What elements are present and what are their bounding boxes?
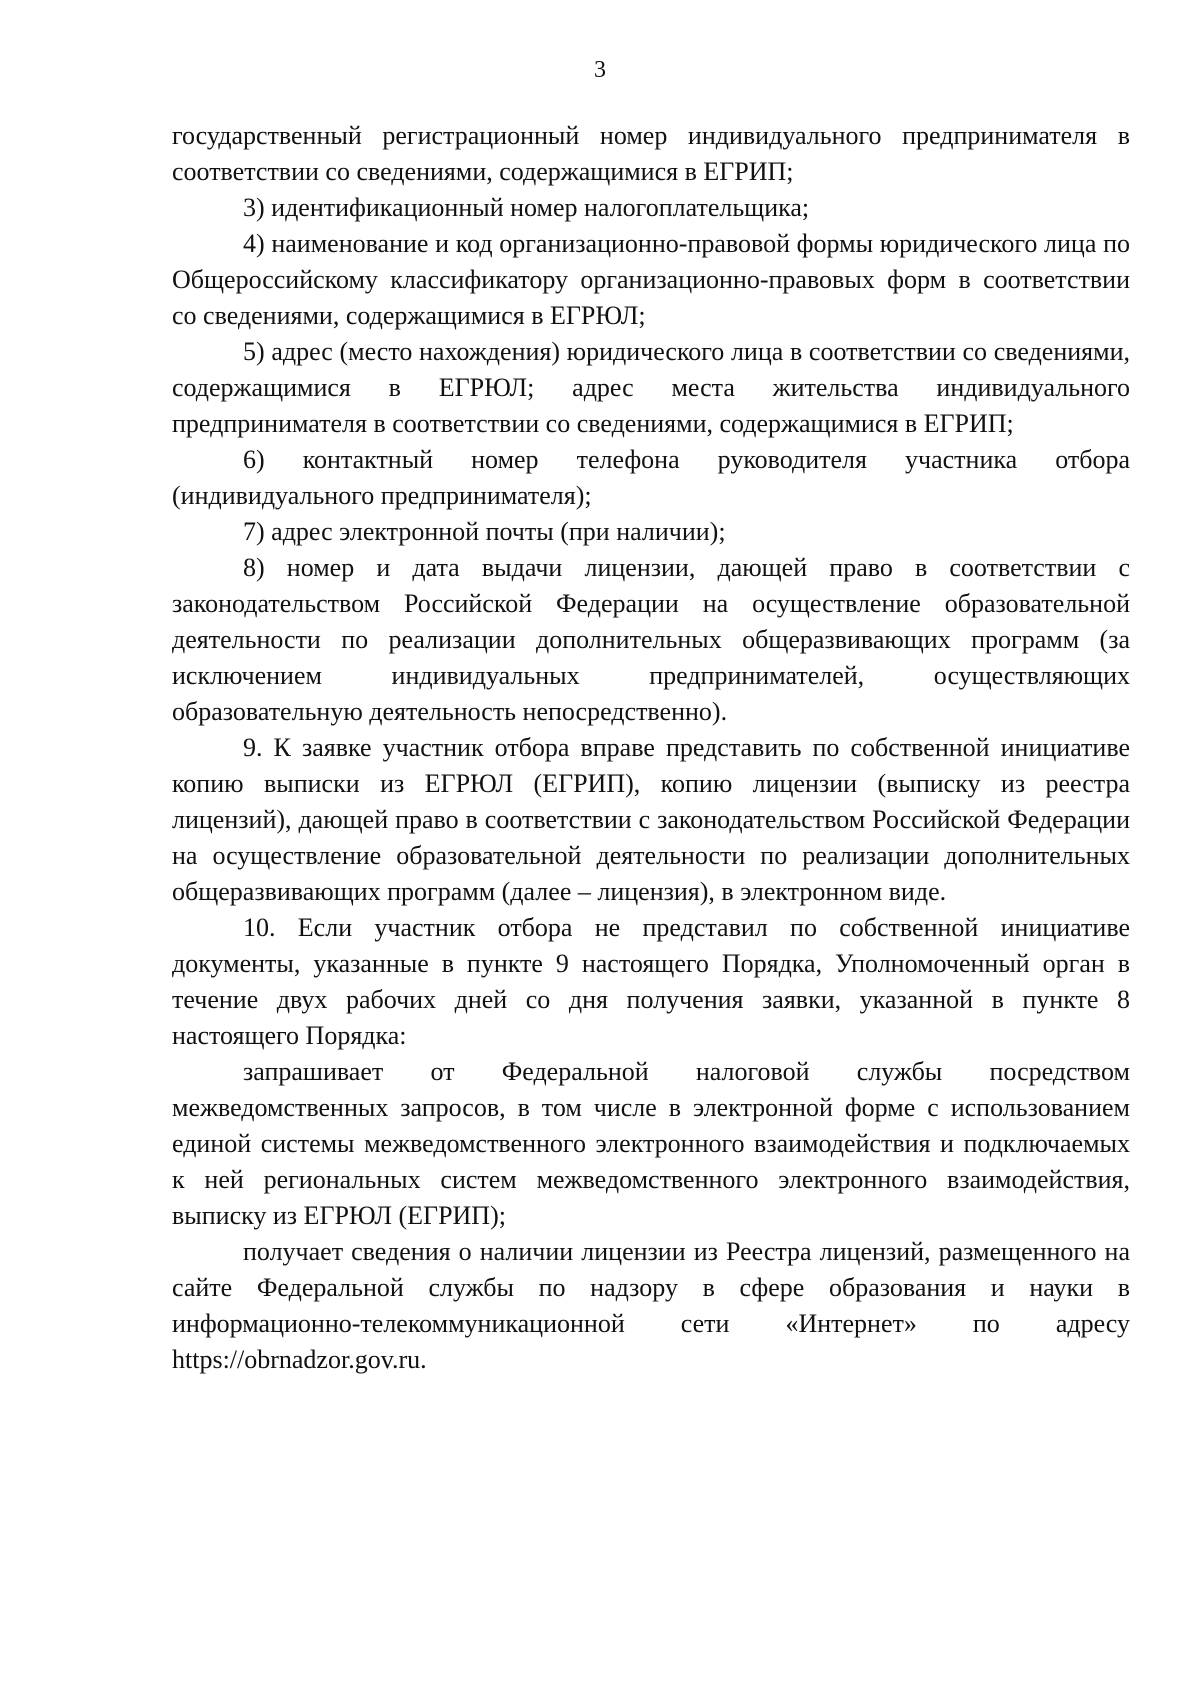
page-number: 3 xyxy=(594,57,606,83)
paragraph-item-4-opf: 4) наименование и код организационно-правовой формы юридического лица по Общероссийскому классификатору организационно-правовых форм в соответствии со сведениями, содержащимися в ЕГРЮЛ; xyxy=(172,229,1130,330)
paragraph-item-5-address: 5) адрес (место нахождения) юридического лица в соответствии со сведениями, содержащимися в ЕГРЮЛ; адрес места жительства индивидуального предпринимателя в соответствии со сведениями, содержащимися в ЕГРИП; xyxy=(172,337,1130,438)
paragraph-item-3-inn: 3) идентификационный номер налогоплательщика; xyxy=(243,193,810,222)
paragraph-9-optional-documents: 9. К заявке участник отбора вправе представить по собственной инициативе копию выписки из ЕГРЮЛ (ЕГРИП), копию лицензии (выписку из реестра лицензий), дающей право в соответствии с законодательством Российской Федерации на осуществление образовательной деятельности по реализации дополнительных общеразвивающих программ (далее – лицензия), в электронном виде. xyxy=(172,733,1130,906)
paragraph-item-8-license: 8) номер и дата выдачи лицензии, дающей право в соответствии с законодательством Российской Федерации на осуществление образовательной деятельности по реализации дополнительных общеразвивающих программ (за исключением индивидуальных предпринимателей, осуществляющих образовательную деятельность непосредственно). xyxy=(172,553,1130,726)
document-body xyxy=(172,118,1130,1378)
paragraph-ogrnip-continuation: государственный регистрационный номер индивидуального предпринимателя в соответствии со сведениями, содержащимися в ЕГРИП; xyxy=(172,121,1130,186)
paragraph-requests-extract: запрашивает от Федеральной налоговой службы посредством межведомственных запросов, в том числе в электронной форме с использованием единой системы межведомственного электронного взаимодействия и подключаемых к ней региональных систем межведомственного электронного взаимодействия, выписку из ЕГРЮЛ (ЕГРИП); xyxy=(172,1057,1130,1230)
paragraph-item-6-phone: 6) контактный номер телефона руководителя участника отбора (индивидуального предпринимателя); xyxy=(172,445,1130,510)
paragraph-item-7-email: 7) адрес электронной почты (при наличии); xyxy=(243,517,726,546)
paragraph-10-authority-actions: 10. Если участник отбора не представил по собственной инициативе документы, указанные в пункте 9 настоящего Порядка, Уполномоченный орган в течение двух рабочих дней со дня получения заявки, указанной в пункте 8 настоящего Порядка: xyxy=(172,913,1130,1050)
paragraph-license-registry: получает сведения о наличии лицензии из Реестра лицензий, размещенного на сайте Федеральной службы по надзору в сфере образования и науки в информационно-телекоммуникационной сети «Интернет» по адресу https://obrnadzor.gov.ru. xyxy=(172,1237,1130,1374)
